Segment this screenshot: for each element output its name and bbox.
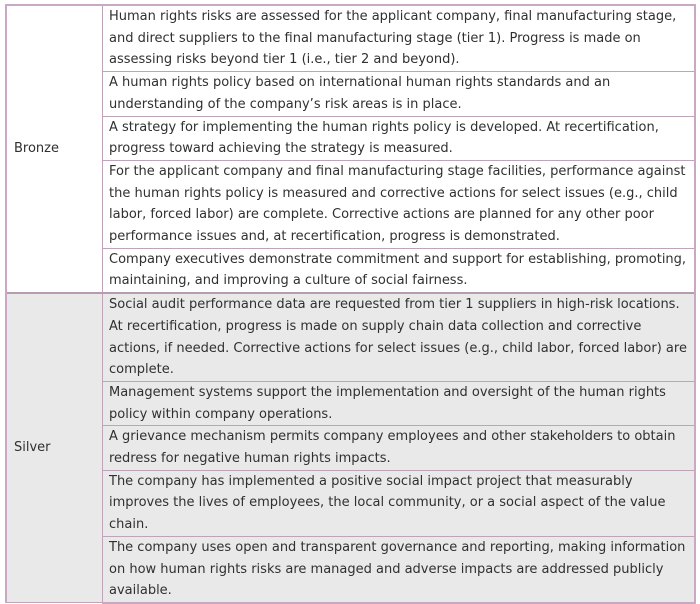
table-row — [6, 470, 695, 536]
requirement-cell: Management systems support the implementation and oversight of the human rights policy within company operations. — [103, 381, 696, 425]
level-label-bronze: Bronze — [6, 5, 103, 293]
bronze-level-group — [6, 5, 695, 293]
silver-level-group — [6, 293, 695, 603]
requirement-cell: For the applicant company and final manufacturing stage facilities, performance against the human rights policy is measured and corrective actions for select issues (e.g., child labor, forced labor) are complete. Corrective actions are planned for any other poor performance issues and, at recertification, progress is demonstrated. — [103, 160, 696, 248]
requirement-cell: A strategy for implementing the human rights policy is developed. At recertification, progress toward achieving the strategy is measured. — [103, 116, 696, 160]
requirement-cell: Company executives demonstrate commitment and support for establishing, promoting, maintaining, and improving a culture of social fairness. — [103, 248, 696, 293]
requirement-cell: The company uses open and transparent governance and reporting, making information on how human rights risks are managed and adverse impacts are addressed publicly available. — [103, 536, 696, 603]
level-label-silver: Silver — [6, 293, 103, 603]
table-row — [6, 5, 695, 72]
requirement-cell: A human rights policy based on international human rights standards and an understanding of the company’s risk areas is in place. — [103, 72, 696, 116]
table-row — [6, 426, 695, 470]
requirement-cell: A grievance mechanism permits company employees and other stakeholders to obtain redress for negative human rights impacts. — [103, 426, 696, 470]
certification-levels-table — [5, 4, 696, 604]
table-row — [6, 160, 695, 248]
requirement-cell: Human rights risks are assessed for the applicant company, final manufacturing stage, and direct suppliers to the final manufacturing stage (tier 1). Progress is made on assessing risks beyond tier 1 (i.e., tier 2 and beyond). — [103, 5, 696, 72]
table-row — [6, 72, 695, 116]
requirement-cell: Social audit performance data are requested from tier 1 suppliers in high-risk locations. At recertification, progress is made on supply chain data collection and corrective actions, if needed. Corrective actions for select issues (e.g., child labor, forced labor) are complete. — [103, 293, 696, 381]
table-row — [6, 116, 695, 160]
table-row — [6, 381, 695, 425]
requirement-cell: The company has implemented a positive social impact project that measurably improves the lives of employees, the local community, or a social aspect of the value chain. — [103, 470, 696, 536]
table-row — [6, 536, 695, 603]
table-row — [6, 293, 695, 381]
table-row — [6, 248, 695, 293]
